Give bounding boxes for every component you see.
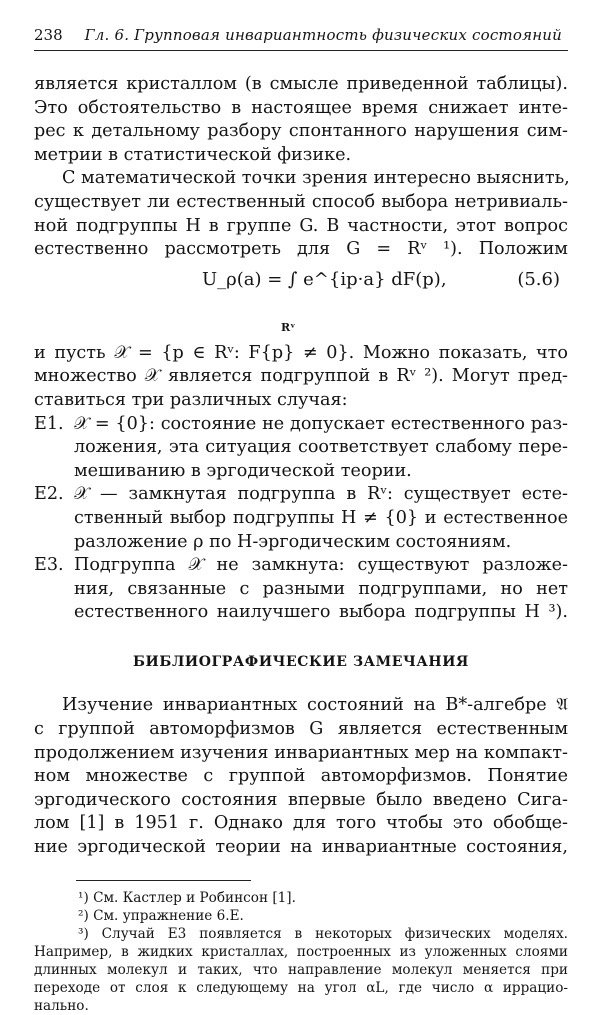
footnote-3-line: нально. bbox=[34, 997, 89, 1014]
text-line: естественного наилучшего выбора подгруппы H ³). bbox=[74, 602, 568, 623]
text-line: естественно рассмотреть для G = Rᵛ ¹). Положим bbox=[34, 239, 568, 260]
text-line: ложения, эта ситуация соответствует слабому пере- bbox=[74, 437, 568, 458]
paragraph-2 bbox=[34, 167, 568, 261]
running-title: Гл. 6. Групповая инвариантность физических состояний bbox=[84, 26, 563, 44]
footnotes bbox=[34, 889, 568, 1015]
equation-number: (5.6) bbox=[517, 268, 560, 290]
footnote-2: ²) См. упражнение 6.E. bbox=[78, 907, 244, 924]
text-line: ставиться три различных случая: bbox=[34, 389, 348, 410]
footnote-3-line: переходе от слоя к следующему на угол αL, где число α иррацио- bbox=[34, 979, 568, 996]
case-e2 bbox=[34, 483, 568, 554]
footnote-3-line: ³) Случай E3 появляется в некоторых физических моделях. bbox=[78, 925, 568, 942]
text-line: ние эргодической теории на инвариантные состояния, bbox=[34, 837, 568, 858]
text-line: разложение ρ по H-эргодическим состояниям. bbox=[74, 531, 512, 552]
text-line: Подгруппа 𝒳 не замкнута: существуют разложе- bbox=[74, 555, 568, 576]
text-line: существует ли естественный способ выбора нетривиаль- bbox=[34, 191, 568, 212]
case-label: E2. bbox=[34, 484, 64, 505]
text-line: ственный выбор подгруппы H ≠ {0} и естественное bbox=[74, 507, 568, 528]
text-line: Изучение инвариантных состояний на B*-алгебре 𝔄 bbox=[62, 695, 568, 716]
case-e3 bbox=[34, 554, 568, 625]
section-heading: БИБЛИОГРАФИЧЕСКИЕ ЗАМЕЧАНИЯ bbox=[132, 653, 470, 670]
paragraph-1 bbox=[34, 73, 568, 167]
text-line: Это обстоятельство в настоящее время снижает инте- bbox=[34, 97, 568, 118]
integral-domain: Rᵛ bbox=[281, 320, 296, 334]
text-line: лом [1] в 1951 г. Однако для того чтобы это обобще- bbox=[34, 813, 568, 834]
text-line: метрии в статистической физике. bbox=[34, 144, 352, 165]
text-line: С математической точки зрения интересно выяснить, bbox=[62, 168, 570, 189]
text-line: и пусть 𝒳 = {p ∈ Rᵛ: F{p} ≠ 0}. Можно показать, что bbox=[34, 342, 568, 363]
footnote-3-line: длинных молекул и таких, что направление молекул меняется при bbox=[34, 961, 568, 978]
text-line: 𝒳 = {0}: состояние не допускает естественного раз- bbox=[74, 413, 568, 434]
text-line: множество 𝒳 является подгруппой в Rᵛ ²). Могут пред- bbox=[34, 366, 568, 387]
footnote-1: ¹) См. Кастлер и Робинсон [1]. bbox=[78, 889, 296, 906]
formula-expression: U_ρ(a) = ∫ e^{ip·a} dF(p), bbox=[202, 268, 447, 290]
formula-5-6 bbox=[34, 262, 568, 342]
text-line: является кристаллом (в смысле приведенной таблицы). bbox=[34, 74, 568, 94]
case-label: E3. bbox=[34, 555, 64, 576]
text-line: рес к детальному разбору спонтанного нарушения сим- bbox=[34, 121, 568, 142]
footnote-divider bbox=[76, 880, 251, 881]
text-line: с группой автоморфизмов G является естественным bbox=[34, 719, 568, 740]
text-line: продолжением изучения инвариантных мер на компакт- bbox=[34, 742, 568, 763]
running-header bbox=[34, 26, 568, 51]
case-label: E1. bbox=[34, 413, 64, 434]
body-text bbox=[34, 73, 568, 860]
text-line: ния, связанные с разными подгруппами, но нет bbox=[74, 578, 568, 599]
case-e1 bbox=[34, 413, 568, 484]
text-line: мешиванию в эргодической теории. bbox=[74, 460, 412, 481]
paragraph-4 bbox=[34, 694, 568, 859]
book-page bbox=[34, 26, 568, 1015]
text-line: 𝒳 — замкнутая подгруппа в Rᵛ: существует есте- bbox=[74, 484, 568, 505]
page-number: 238 bbox=[34, 26, 63, 44]
paragraph-3 bbox=[34, 342, 568, 413]
cases-list bbox=[34, 413, 568, 625]
text-line: ной подгруппы H в группе G. В частности, этот вопрос bbox=[34, 215, 568, 236]
footnote-3-line: Например, в жидких кристаллах, построенных из уложенных слоями bbox=[34, 943, 568, 960]
text-line: ном множестве с группой автоморфизмов. Понятие bbox=[34, 766, 568, 787]
text-line: эргодического состояния впервые было введено Сига- bbox=[34, 789, 568, 810]
